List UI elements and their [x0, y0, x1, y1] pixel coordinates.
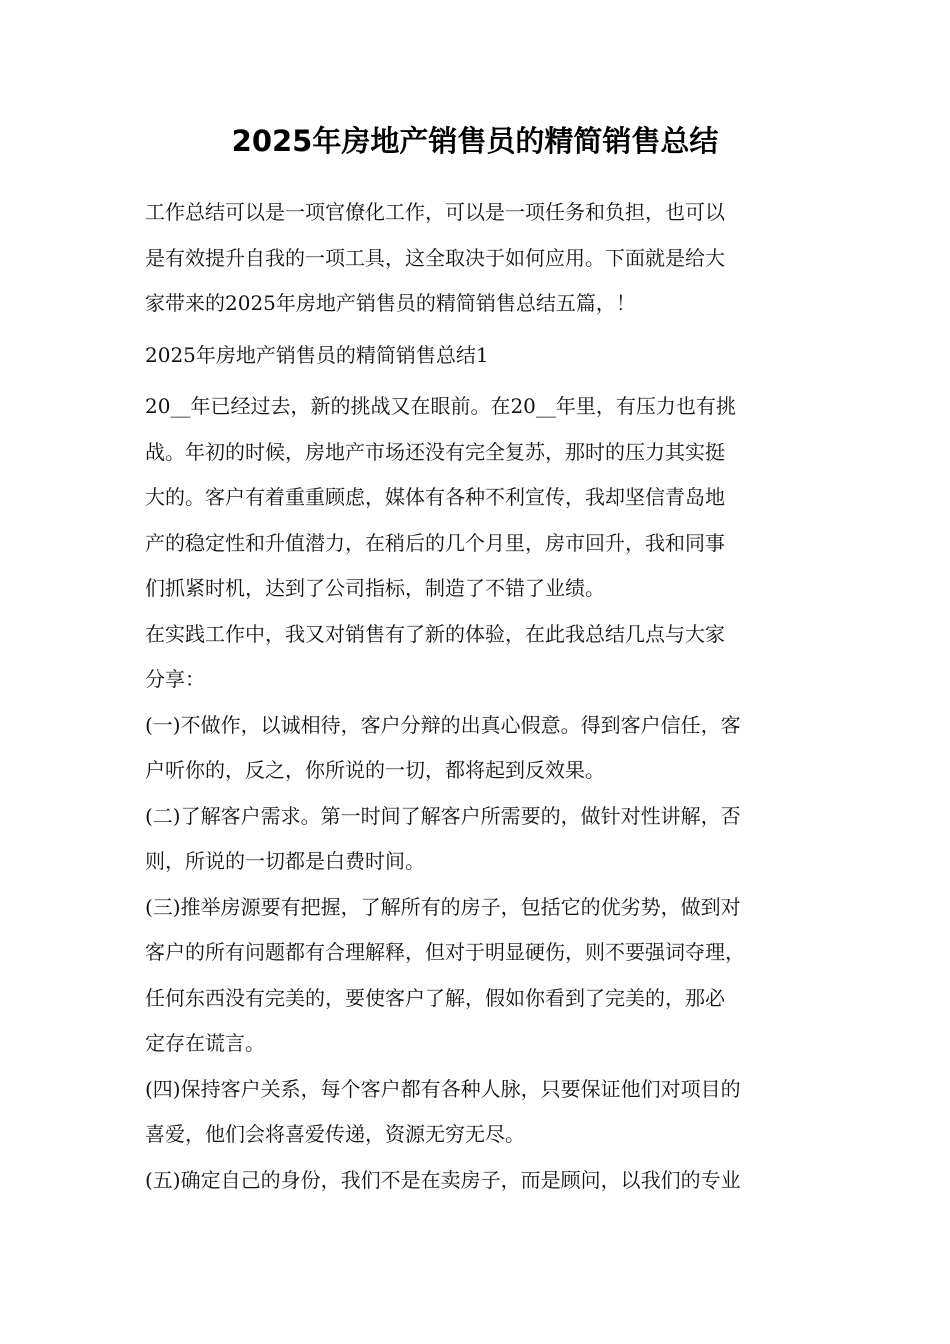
text-line: 20__年已经过去，新的挑战又在眼前。在20__年里，有压力也有挑 [145, 394, 736, 418]
text-line: 任何东西没有完美的，要使客户了解，假如你看到了完美的，那必 [145, 985, 725, 1010]
text-line: 产的稳定性和升值潜力，在稍后的几个月里，房市回升，我和同事 [145, 530, 725, 555]
text-line: 是有效提升自我的一项工具，这全取决于如何应用。下面就是给大 [145, 245, 725, 270]
paragraph [145, 190, 821, 327]
text-line: 在实践工作中，我又对销售有了新的体验，在此我总结几点与大家 [145, 621, 725, 646]
document-body [145, 190, 821, 1203]
text-line: 大的。客户有着重重顾虑，媒体有各种不利宣传，我却坚信青岛地 [145, 485, 725, 509]
text-line: 客户的所有问题都有合理解释，但对于明显硬伤，则不要强词夺理， [145, 940, 745, 964]
text-line: 战。年初的时候，房地产市场还没有完全复苏，那时的压力其实挺 [145, 439, 725, 464]
paragraph [145, 612, 821, 703]
text-line: 喜爱，他们会将喜爱传递，资源无穷无尽。 [145, 1122, 525, 1146]
text-line: 户听你的，反之，你所说的一切，都将起到反效果。 [145, 758, 605, 782]
text-line: 定存在谎言。 [145, 1031, 265, 1055]
paragraph [145, 794, 821, 885]
paragraph [145, 1067, 821, 1158]
text-line: (三)推举房源要有把握，了解所有的房子，包括它的优劣势，做到对 [145, 894, 741, 919]
text-line: (四)保持客户关系，每个客户都有各种人脉，只要保证他们对项目的 [145, 1076, 741, 1101]
paragraph [145, 703, 821, 794]
text-line: 工作总结可以是一项官僚化工作，可以是一项任务和负担，也可以 [145, 200, 725, 224]
text-line: 则，所说的一切都是白费时间。 [145, 849, 425, 873]
section-heading [145, 333, 821, 379]
paragraph [145, 384, 821, 612]
document-title: 2025年房地产销售员的精简销售总结 [231, 124, 719, 158]
text-line: (一)不做作，以诚相待，客户分辩的出真心假意。得到客户信任，客 [145, 712, 741, 737]
text-line: 分享： [145, 667, 205, 691]
text-line: 2025年房地产销售员的精简销售总结1 [145, 342, 489, 367]
paragraph [145, 885, 821, 1067]
text-line: (五)确定自己的身份，我们不是在卖房子，而是顾问，以我们的专业 [145, 1167, 741, 1192]
paragraph [145, 1158, 821, 1204]
text-line: 家带来的2025年房地产销售员的精简销售总结五篇，！ [145, 291, 636, 315]
text-line: (二)了解客户需求。第一时间了解客户所需要的，做针对性讲解，否 [145, 803, 741, 828]
text-line: 们抓紧时机，达到了公司指标，制造了不错了业绩。 [145, 576, 605, 600]
